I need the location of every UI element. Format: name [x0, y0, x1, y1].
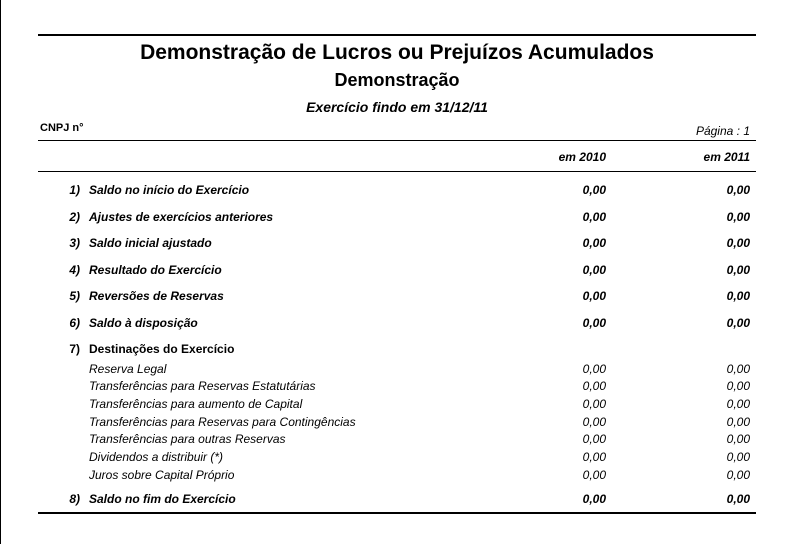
row-label: Resultado do Exercício — [89, 263, 222, 277]
row-number: 8) — [69, 492, 80, 506]
row-label: Saldo inicial ajustado — [89, 236, 212, 250]
list-item — [0, 450, 790, 466]
sub-row-label: Transferências para aumento de Capital — [89, 397, 303, 411]
row-label: Destinações do Exercício — [89, 342, 235, 356]
sub-row-value-2010: 0,00 — [582, 397, 606, 411]
row-value-2010: 0,00 — [582, 492, 606, 506]
sub-row-label: Reserva Legal — [89, 362, 167, 376]
row-value-2011: 0,00 — [726, 183, 750, 197]
sub-row-value-2010: 0,00 — [582, 379, 606, 393]
table-row — [0, 210, 790, 226]
sub-row-value-2011: 0,00 — [726, 468, 750, 482]
row-value-2011: 0,00 — [726, 492, 750, 506]
row-value-2011: 0,00 — [726, 289, 750, 303]
sub-row-value-2010: 0,00 — [582, 450, 606, 464]
top-rule — [38, 34, 756, 36]
row-number: 5) — [69, 289, 80, 303]
sub-row-value-2011: 0,00 — [726, 415, 750, 429]
row-label: Reversões de Reservas — [89, 289, 224, 303]
row-label: Ajustes de exercícios anteriores — [89, 210, 274, 224]
row-value-2010: 0,00 — [582, 263, 606, 277]
table-row — [0, 316, 790, 332]
report-subtitle: Demonstração — [334, 70, 460, 90]
row-value-2010: 0,00 — [582, 236, 606, 250]
table-row — [0, 236, 790, 252]
table-row-destinations-heading — [0, 342, 790, 358]
sub-row-value-2011: 0,00 — [726, 432, 750, 446]
row-value-2010: 0,00 — [582, 183, 606, 197]
sub-row-label: Transferências para Reservas Estatutárias — [89, 379, 316, 393]
list-item — [0, 379, 790, 395]
sub-row-value-2011: 0,00 — [726, 450, 750, 464]
sub-row-value-2010: 0,00 — [582, 415, 606, 429]
row-label: Saldo no início do Exercício — [89, 183, 250, 197]
row-number: 3) — [69, 236, 80, 250]
report-title: Demonstração de Lucros ou Prejuízos Acumulados — [140, 41, 654, 64]
sub-row-label: Transferências para outras Reservas — [89, 432, 286, 446]
row-value-2011: 0,00 — [726, 236, 750, 250]
row-value-2010: 0,00 — [582, 289, 606, 303]
column-header-2010: em 2010 — [558, 150, 606, 164]
report-period: Exercício findo em 31/12/11 — [306, 99, 488, 115]
row-value-2010: 0,00 — [582, 210, 606, 224]
column-header-2011: em 2011 — [703, 150, 750, 164]
row-value-2011: 0,00 — [726, 263, 750, 277]
row-label: Saldo à disposição — [89, 316, 198, 330]
list-item — [0, 432, 790, 448]
list-item — [0, 362, 790, 378]
sub-row-value-2010: 0,00 — [582, 432, 606, 446]
row-value-2011: 0,00 — [726, 210, 750, 224]
sub-row-value-2010: 0,00 — [582, 468, 606, 482]
table-row — [0, 263, 790, 279]
row-number: 4) — [69, 263, 80, 277]
sub-row-label: Transferências para Reservas para Contingências — [89, 415, 356, 429]
table-row-final-balance — [0, 492, 790, 508]
table-row — [0, 183, 790, 199]
sub-row-value-2011: 0,00 — [726, 397, 750, 411]
column-rule — [38, 171, 756, 172]
row-label: Saldo no fim do Exercício — [89, 492, 236, 506]
sub-row-value-2010: 0,00 — [582, 362, 606, 376]
page-number: Página : 1 — [695, 124, 750, 138]
sub-row-value-2011: 0,00 — [726, 379, 750, 393]
sub-row-label: Dividendos a distribuir (*) — [89, 450, 224, 464]
row-value-2010: 0,00 — [582, 316, 606, 330]
row-number: 2) — [69, 210, 80, 224]
row-number: 6) — [69, 316, 80, 330]
header-rule — [38, 140, 756, 141]
cnpj-label: CNPJ n° — [40, 122, 84, 134]
sub-row-label: Juros sobre Capital Próprio — [89, 468, 235, 482]
list-item — [0, 415, 790, 431]
table-row — [0, 289, 790, 305]
bottom-rule — [38, 512, 756, 514]
list-item — [0, 468, 790, 484]
row-value-2011: 0,00 — [726, 316, 750, 330]
list-item — [0, 397, 790, 413]
sub-row-value-2011: 0,00 — [726, 362, 750, 376]
row-number: 1) — [69, 183, 80, 197]
row-number: 7) — [69, 342, 80, 356]
